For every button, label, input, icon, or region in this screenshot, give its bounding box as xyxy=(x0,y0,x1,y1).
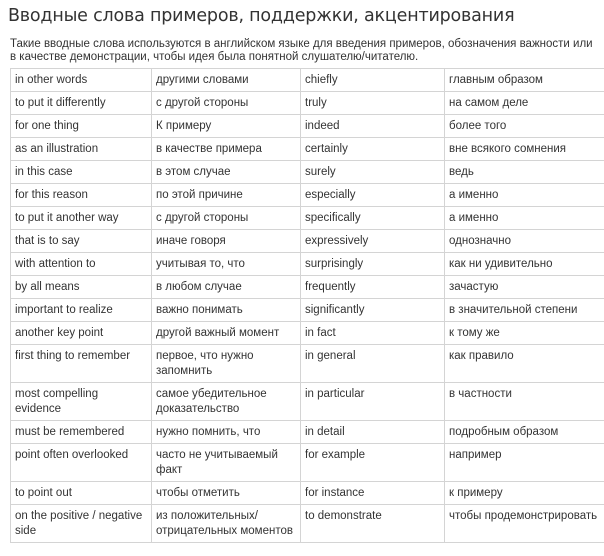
english-phrase-cell: for instance xyxy=(301,482,445,505)
russian-translation-cell: первое, что нужно запомнить xyxy=(152,345,301,383)
table-row xyxy=(11,276,604,299)
english-phrase-cell: must be remembered xyxy=(11,421,152,444)
phrases-table xyxy=(10,68,604,543)
english-phrase-cell: to point out xyxy=(11,482,152,505)
intro-paragraph: Такие вводные слова используются в английском языке для введения примеров, обозначения важности или в качестве демонстрации, чтобы идея была понятной слушателю/читателю. xyxy=(10,38,593,63)
russian-translation-cell: более того xyxy=(445,115,604,138)
english-phrase-cell: specifically xyxy=(301,207,445,230)
table-row xyxy=(11,505,604,543)
english-phrase-cell: important to realize xyxy=(11,299,152,322)
russian-translation-cell: чтобы продемонстрировать xyxy=(445,505,604,543)
russian-translation-cell: самое убедительное доказательство xyxy=(152,383,301,421)
russian-translation-cell: К примеру xyxy=(152,115,301,138)
table-row xyxy=(11,444,604,482)
russian-translation-cell: в этом случае xyxy=(152,161,301,184)
english-phrase-cell: point often overlooked xyxy=(11,444,152,482)
english-phrase-cell: in general xyxy=(301,345,445,383)
english-phrase-cell: in this case xyxy=(11,161,152,184)
russian-translation-cell: часто не учитываемый факт xyxy=(152,444,301,482)
russian-translation-cell: с другой стороны xyxy=(152,207,301,230)
russian-translation-cell: вне всякого сомнения xyxy=(445,138,604,161)
russian-translation-cell: другой важный момент xyxy=(152,322,301,345)
russian-translation-cell: а именно xyxy=(445,207,604,230)
page-title: Вводные слова примеров, поддержки, акцентирования xyxy=(8,6,515,26)
russian-translation-cell: в любом случае xyxy=(152,276,301,299)
phrases-table-body xyxy=(11,69,604,543)
russian-translation-cell: к примеру xyxy=(445,482,604,505)
russian-translation-cell: однозначно xyxy=(445,230,604,253)
english-phrase-cell: surprisingly xyxy=(301,253,445,276)
english-phrase-cell: with attention to xyxy=(11,253,152,276)
russian-translation-cell: иначе говоря xyxy=(152,230,301,253)
table-row xyxy=(11,138,604,161)
english-phrase-cell: in particular xyxy=(301,383,445,421)
russian-translation-cell: чтобы отметить xyxy=(152,482,301,505)
russian-translation-cell: на самом деле xyxy=(445,92,604,115)
russian-translation-cell: подробным образом xyxy=(445,421,604,444)
russian-translation-cell: как ни удивительно xyxy=(445,253,604,276)
table-row xyxy=(11,383,604,421)
russian-translation-cell: главным образом xyxy=(445,69,604,92)
english-phrase-cell: in fact xyxy=(301,322,445,345)
english-phrase-cell: expressively xyxy=(301,230,445,253)
english-phrase-cell: surely xyxy=(301,161,445,184)
english-phrase-cell: first thing to remember xyxy=(11,345,152,383)
english-phrase-cell: to put it differently xyxy=(11,92,152,115)
english-phrase-cell: especially xyxy=(301,184,445,207)
russian-translation-cell: в частности xyxy=(445,383,604,421)
russian-translation-cell: как правило xyxy=(445,345,604,383)
russian-translation-cell: из положительных/ отрицательных моментов xyxy=(152,505,301,543)
english-phrase-cell: for one thing xyxy=(11,115,152,138)
table-row xyxy=(11,299,604,322)
english-phrase-cell: indeed xyxy=(301,115,445,138)
russian-translation-cell: в качестве примера xyxy=(152,138,301,161)
english-phrase-cell: to demonstrate xyxy=(301,505,445,543)
russian-translation-cell: нужно помнить, что xyxy=(152,421,301,444)
table-row xyxy=(11,421,604,444)
russian-translation-cell: по этой причине xyxy=(152,184,301,207)
table-row xyxy=(11,345,604,383)
english-phrase-cell: on the positive / negative side xyxy=(11,505,152,543)
english-phrase-cell: significantly xyxy=(301,299,445,322)
english-phrase-cell: to put it another way xyxy=(11,207,152,230)
english-phrase-cell: another key point xyxy=(11,322,152,345)
russian-translation-cell: а именно xyxy=(445,184,604,207)
table-row xyxy=(11,92,604,115)
russian-translation-cell: с другой стороны xyxy=(152,92,301,115)
english-phrase-cell: in other words xyxy=(11,69,152,92)
english-phrase-cell: certainly xyxy=(301,138,445,161)
russian-translation-cell: в значительной степени xyxy=(445,299,604,322)
russian-translation-cell: другими словами xyxy=(152,69,301,92)
english-phrase-cell: most compelling evidence xyxy=(11,383,152,421)
table-row xyxy=(11,161,604,184)
english-phrase-cell: that is to say xyxy=(11,230,152,253)
table-row xyxy=(11,115,604,138)
english-phrase-cell: frequently xyxy=(301,276,445,299)
english-phrase-cell: truly xyxy=(301,92,445,115)
english-phrase-cell: as an illustration xyxy=(11,138,152,161)
table-row xyxy=(11,230,604,253)
table-row xyxy=(11,207,604,230)
russian-translation-cell: учитывая то, что xyxy=(152,253,301,276)
english-phrase-cell: by all means xyxy=(11,276,152,299)
russian-translation-cell: важно понимать xyxy=(152,299,301,322)
russian-translation-cell: ведь xyxy=(445,161,604,184)
russian-translation-cell: к тому же xyxy=(445,322,604,345)
english-phrase-cell: chiefly xyxy=(301,69,445,92)
russian-translation-cell: например xyxy=(445,444,604,482)
table-row xyxy=(11,482,604,505)
english-phrase-cell: for this reason xyxy=(11,184,152,207)
table-row xyxy=(11,253,604,276)
table-row xyxy=(11,69,604,92)
russian-translation-cell: зачастую xyxy=(445,276,604,299)
table-row xyxy=(11,184,604,207)
english-phrase-cell: for example xyxy=(301,444,445,482)
table-row xyxy=(11,322,604,345)
english-phrase-cell: in detail xyxy=(301,421,445,444)
